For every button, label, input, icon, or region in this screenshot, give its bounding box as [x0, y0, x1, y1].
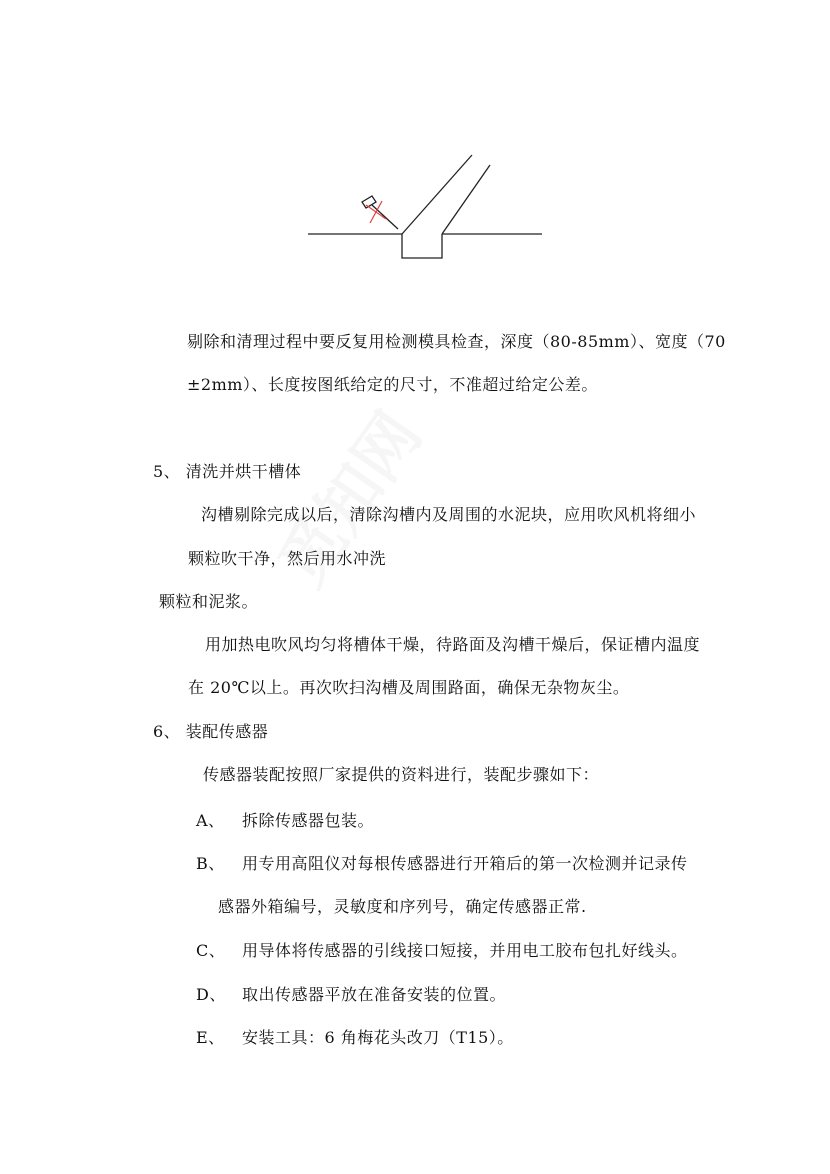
section-5-heading: 5、 清洗并烘干槽体: [153, 462, 302, 481]
paragraph-line: 沟槽剔除完成以后，清除沟槽内及周围的水泥块，应用吹风机将细小: [201, 505, 697, 524]
paragraph-line: 颗粒吹干净，然后用水冲洗: [188, 549, 387, 568]
step-text-continued: 感器外箱编号，灵敏度和序列号，确定传感器正常.: [218, 897, 587, 916]
paragraph-line: ±2mm）、长度按图纸给定的尺寸，不准超过给定公差。: [187, 375, 598, 394]
section-6-heading: 6、 装配传感器: [153, 722, 269, 741]
step-text: 安装工具：6 角梅花头改刀（T15）。: [242, 1028, 514, 1047]
section-6-intro: 传感器装配按照厂家提供的资料进行，装配步骤如下：: [203, 765, 600, 784]
step-label: A、: [196, 811, 225, 830]
step-text: 取出传感器平放在准备安装的位置。: [242, 985, 507, 1004]
step-text: 拆除传感器包装。: [242, 811, 375, 830]
paragraph-line: 剔除和清理过程中要反复用检测模具检查，深度（80-85mm）、宽度（70: [187, 332, 726, 351]
groove-cutting-diagram: [300, 145, 550, 265]
paragraph-line: 颗粒和泥浆。: [159, 592, 259, 611]
cutting-rod-right: [442, 165, 490, 234]
paragraph-line: 在 20℃以上。再次吹扫沟槽及周围路面，确保无杂物灰尘。: [188, 678, 630, 697]
hammer-handle: [372, 205, 398, 229]
step-text: 用导体将传感器的引线接口短接，并用电工胶布包扎好线头。: [242, 941, 688, 960]
cutting-rod-left: [402, 155, 472, 234]
step-label: E、: [196, 1028, 225, 1047]
step-label: C、: [196, 941, 226, 960]
step-label: B、: [196, 854, 225, 873]
step-text: 用专用高阻仪对每根传感器进行开箱后的第一次检测并记录传: [242, 854, 688, 873]
step-label: D、: [196, 985, 226, 1004]
cross-mark-icon: [366, 201, 386, 223]
paragraph-line: 用加热电吹风均匀将槽体干燥，待路面及沟槽干燥后，保证槽内温度: [205, 635, 701, 654]
groove-outline: [402, 234, 442, 258]
